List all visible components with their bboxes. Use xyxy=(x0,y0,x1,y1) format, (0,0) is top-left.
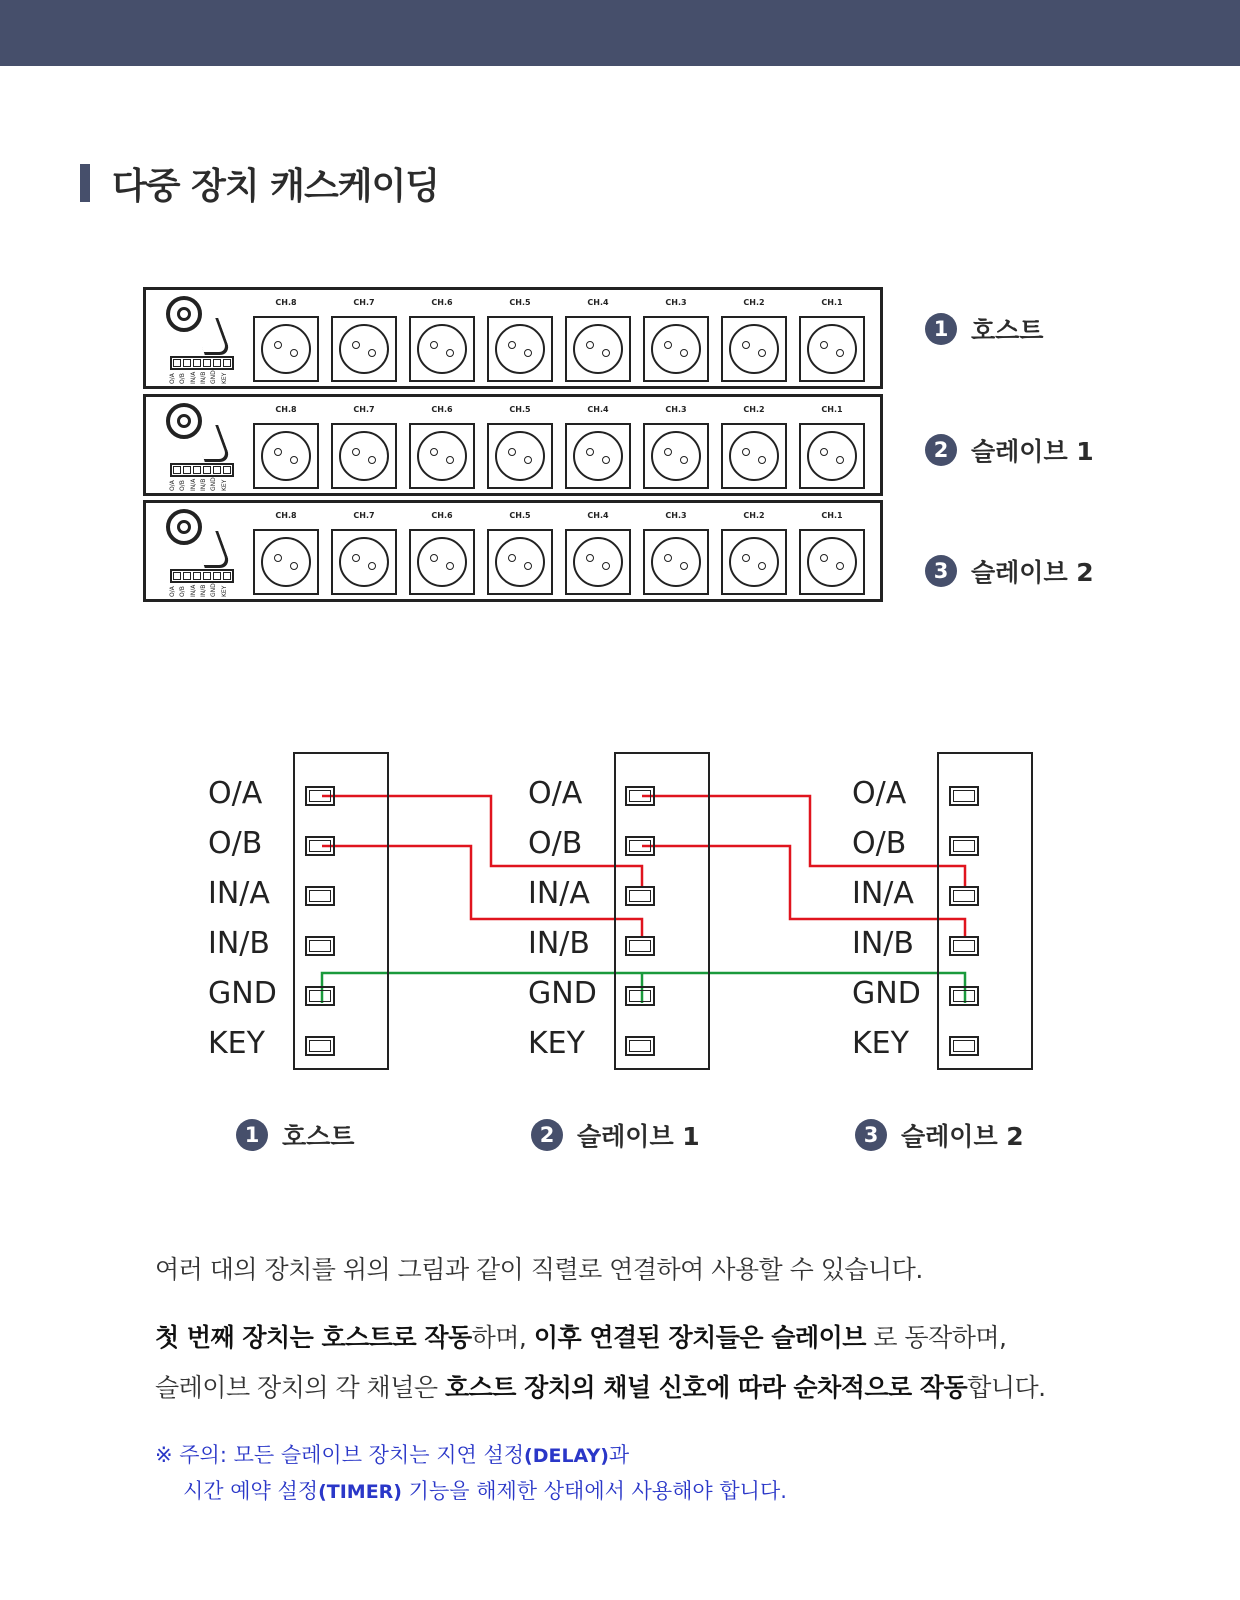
channel-label: CH.5 xyxy=(509,511,531,520)
terminal-port xyxy=(949,786,979,806)
terminal-label: O/A xyxy=(169,373,177,384)
terminal-label: IN/B xyxy=(200,371,208,384)
device-name: 슬레이브 1 xyxy=(971,437,1094,466)
bold-text: (TIMER) xyxy=(318,1481,402,1503)
channel-label: CH.4 xyxy=(587,511,609,520)
channel-label: CH.6 xyxy=(431,298,453,307)
terminal-label: O/B xyxy=(179,586,187,597)
pin-label: IN/A xyxy=(528,876,590,911)
channel-label: CH.2 xyxy=(743,298,765,307)
terminal-port xyxy=(949,886,979,906)
device-name: 슬레이브 1 xyxy=(577,1122,700,1151)
terminal-label: O/B xyxy=(179,480,187,491)
terminal-label: IN/A xyxy=(189,478,197,491)
text: 합니다. xyxy=(967,1373,1046,1402)
pin-label: O/B xyxy=(528,826,583,861)
number-badge: 2 xyxy=(925,434,957,466)
channel-label: CH.7 xyxy=(353,298,375,307)
device-name: 슬레이브 2 xyxy=(901,1122,1024,1151)
description-line-1: 여러 대의 장치를 위의 그림과 같이 직렬로 연결하여 사용할 수 있습니다. xyxy=(155,1255,923,1284)
number-badge: 1 xyxy=(236,1119,268,1151)
terminal-label: KEY xyxy=(220,479,228,491)
pin-label: O/A xyxy=(208,776,263,811)
pin-label: GND xyxy=(208,976,277,1011)
number-badge: 2 xyxy=(531,1119,563,1151)
terminal-port xyxy=(949,1036,979,1056)
channel-label: CH.4 xyxy=(587,298,609,307)
terminal-port xyxy=(625,986,655,1006)
pin-label: O/A xyxy=(852,776,907,811)
terminal-label: KEY xyxy=(220,585,228,597)
number-badge: 3 xyxy=(925,555,957,587)
bold-text: 이후 연결된 장치들은 슬레이브 xyxy=(533,1323,866,1352)
terminal-label: KEY xyxy=(220,372,228,384)
terminal-port xyxy=(949,836,979,856)
caution-note-line-1 xyxy=(155,1439,629,1469)
channel-label: CH.3 xyxy=(665,511,687,520)
text: 하며, xyxy=(471,1323,534,1352)
device-name: 호스트 xyxy=(971,316,1044,345)
terminal-label: O/B xyxy=(179,373,187,384)
terminal-label: GND xyxy=(210,370,218,384)
pin-label: O/B xyxy=(208,826,263,861)
device-name: 슬레이브 2 xyxy=(971,558,1094,587)
channel-label: CH.7 xyxy=(353,405,375,414)
caution-note-line-2 xyxy=(183,1475,787,1505)
terminal-label: IN/B xyxy=(200,478,208,491)
pin-label: IN/A xyxy=(208,876,270,911)
bold-text: 호스트 장치의 채널 신호에 따라 순차적으로 작동 xyxy=(444,1373,968,1402)
number-badge: 1 xyxy=(925,313,957,345)
terminal-port xyxy=(625,836,655,856)
pin-label: KEY xyxy=(528,1026,585,1061)
terminal-port xyxy=(305,786,335,806)
number-badge: 3 xyxy=(855,1119,887,1151)
channel-label: CH.8 xyxy=(275,298,297,307)
channel-label: CH.1 xyxy=(821,405,843,414)
terminal-port xyxy=(305,886,335,906)
pin-label: KEY xyxy=(208,1026,265,1061)
terminal-port xyxy=(305,936,335,956)
terminal-label: GND xyxy=(210,477,218,491)
pin-label: GND xyxy=(528,976,597,1011)
terminal-port xyxy=(625,886,655,906)
diagram-label-slave-2 xyxy=(855,1117,1024,1153)
text: 슬레이브 장치의 각 채널은 xyxy=(155,1373,445,1402)
text: 시간 예약 설정 xyxy=(183,1479,319,1503)
terminal-label: O/A xyxy=(169,586,177,597)
diagram-label-host xyxy=(236,1117,354,1153)
terminal-port xyxy=(949,936,979,956)
terminal-port xyxy=(625,936,655,956)
terminal-label: O/A xyxy=(169,480,177,491)
terminal-port xyxy=(949,986,979,1006)
diagram-label-slave-1 xyxy=(531,1117,700,1153)
device-name: 호스트 xyxy=(282,1122,355,1151)
channel-label: CH.3 xyxy=(665,405,687,414)
pin-label: IN/B xyxy=(208,926,270,961)
bold-text: 첫 번째 장치는 호스트로 작동 xyxy=(155,1323,472,1352)
channel-label: CH.2 xyxy=(743,511,765,520)
page-title: 다중 장치 캐스케이딩 xyxy=(112,165,440,207)
channel-label: CH.5 xyxy=(509,298,531,307)
description-line-3 xyxy=(155,1368,1046,1404)
description-line-2 xyxy=(155,1318,1006,1354)
terminal-port xyxy=(305,836,335,856)
text: 로 동작하며, xyxy=(865,1323,1007,1352)
terminal-port xyxy=(625,786,655,806)
channel-label: CH.8 xyxy=(275,511,297,520)
bold-text: (DELAY) xyxy=(524,1445,609,1467)
terminal-port xyxy=(625,1036,655,1056)
terminal-label: IN/B xyxy=(200,584,208,597)
terminal-label: GND xyxy=(210,583,218,597)
channel-label: CH.5 xyxy=(509,405,531,414)
pin-label: IN/A xyxy=(852,876,914,911)
channel-label: CH.6 xyxy=(431,405,453,414)
channel-label: CH.2 xyxy=(743,405,765,414)
pin-label: O/A xyxy=(528,776,583,811)
pin-label: O/B xyxy=(852,826,907,861)
pin-label: IN/B xyxy=(528,926,590,961)
pin-label: GND xyxy=(852,976,921,1011)
channel-label: CH.4 xyxy=(587,405,609,414)
channel-label: CH.7 xyxy=(353,511,375,520)
channel-label: CH.8 xyxy=(275,405,297,414)
channel-label: CH.6 xyxy=(431,511,453,520)
channel-label: CH.3 xyxy=(665,298,687,307)
text: 과 xyxy=(608,1443,630,1467)
pin-label: KEY xyxy=(852,1026,909,1061)
text: ※ 주의: 모든 슬레이브 장치는 지연 설정 xyxy=(155,1443,525,1467)
channel-label: CH.1 xyxy=(821,511,843,520)
terminal-port xyxy=(305,1036,335,1056)
terminal-label: IN/A xyxy=(189,584,197,597)
pin-label: IN/B xyxy=(852,926,914,961)
terminal-label: IN/A xyxy=(189,371,197,384)
terminal-port xyxy=(305,986,335,1006)
text: 기능을 해제한 상태에서 사용해야 합니다. xyxy=(402,1479,787,1503)
channel-label: CH.1 xyxy=(821,298,843,307)
